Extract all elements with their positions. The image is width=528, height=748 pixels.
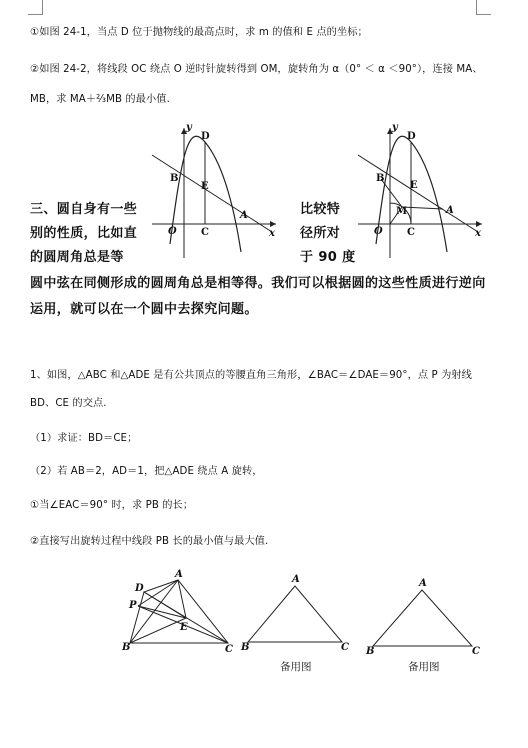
section3-right-line2: 径所对 [300,226,341,241]
figure-spare-triangle-2 [364,578,484,656]
problem1-line1: 1、如图，△ABC 和△ADE 是有公共顶点的等腰直角三角形，∠BAC＝∠DAE＝90°，点 P 为射线 [30,370,472,381]
page-corner-mark-right [476,0,491,15]
fig1-label-y: y [186,122,192,133]
problem1-line2: BD、CE 的交点. [30,398,107,409]
fig2-label-m: M [396,206,408,217]
section3-left-line2: 别的性质，比如直 [30,226,138,241]
fig3-label-p: P [129,600,137,611]
section3-left-line1: 三、圆自身有一些 [30,202,138,217]
section3-right-line3: 于 90 度 [300,250,356,265]
fig4-label-a: A [292,574,300,585]
fig2-label-x: x [475,228,481,239]
fig1-label-d: D [201,131,210,142]
fig5-label-c: C [472,646,480,657]
fig2-label-e: E [410,180,418,191]
problem24-part2-line1: ②如图 24-2，将线段 OC 绕点 O 逆时针旋转得到 OM，旋转角为 α（0° ＜ α ＜90°），连接 MA、 [30,64,483,75]
section3-line5: 运用，就可以在一个圆中去探究问题。 [30,302,258,317]
section3-line4: 圆中弦在同侧形成的圆周角总是相等得。我们可以根据圆的这些性质进行逆向 [30,276,486,291]
fig4-label-b: B [241,642,250,653]
problem24-part1: ①如图 24-1，当点 D 位于抛物线的最高点时，求 m 的值和 E 点的坐标； [30,27,368,38]
section3-left-line3: 的圆周角总是等 [30,250,124,265]
fig2-label-b: B [376,173,385,184]
fig4-label-c: C [341,642,349,653]
fig3-label-e: E [180,622,188,633]
fig1-label-c: C [201,227,209,238]
problem1-q2a: ①当∠EAC＝90° 时，求 PB 的长； [30,500,194,511]
fig2-label-y: y [392,122,398,133]
fig4-triangle-abc [248,586,342,642]
fig1-line-ba [152,155,272,232]
fig3-label-a: A [175,569,183,580]
spare-figure-caption-1: 备用图 [280,661,312,673]
fig3-label-d: D [135,583,144,594]
fig2-label-c: C [407,227,415,238]
fig1-label-b: B [170,173,179,184]
fig1-label-o: O [168,226,177,237]
fig5-triangle-abc [373,590,472,646]
problem24-part2-line2: MB，求 MA＋⅔MB 的最小值. [30,94,170,105]
figure-24-1 [148,124,280,262]
fig2-label-a: A [446,205,454,216]
page-corner-mark-left [28,0,43,15]
fig3-label-b: B [122,642,131,653]
fig1-x-arrow [270,221,276,227]
fig2-x-arrow [476,221,482,227]
fig1-label-e: E [201,181,209,192]
problem1-q2b: ②直接写出旋转过程中线段 PB 长的最小值与最大值. [30,536,269,547]
problem1-q1: （1）求证：BD＝CE； [30,433,138,444]
fig2-line-ba [358,155,478,232]
fig1-label-x: x [269,228,275,239]
fig3-label-c: C [225,644,233,655]
figure-24-2 [354,124,486,262]
fig2-segment-ma [402,207,443,209]
fig5-label-b: B [366,646,375,657]
figure-spare-triangle-1 [238,574,360,654]
fig2-label-o: O [374,226,383,237]
figure-triangles-main [118,568,248,658]
fig5-label-a: A [419,578,427,589]
fig3-segment-be [130,618,186,643]
fig1-label-a: A [240,210,248,221]
fig2-label-d: D [407,131,416,142]
problem1-q2: （2）若 AB＝2，AD＝1，把△ADE 绕点 A 旋转， [30,466,263,477]
section3-right-line1: 比较特 [300,202,341,217]
spare-figure-caption-2: 备用图 [408,661,440,673]
